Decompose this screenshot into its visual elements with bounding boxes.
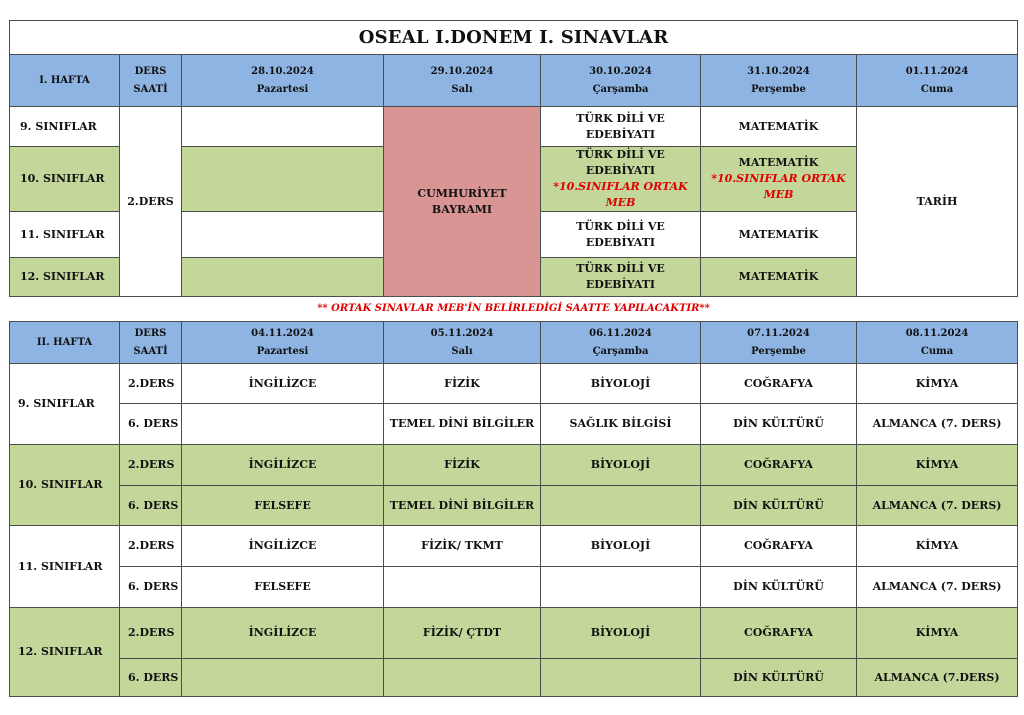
ders-cell: 2.DERS <box>120 445 182 486</box>
exam-cell: ALMANCA (7. DERS) <box>857 567 1018 608</box>
holiday-cell: CUMHURİYET BAYRAMI <box>384 107 541 297</box>
week1-day-5: 01.11.2024 Cuma <box>857 55 1018 107</box>
exam-cell: MATEMATİK <box>701 258 857 297</box>
exam-cell: BİYOLOJİ <box>541 445 701 486</box>
table-row <box>10 445 1018 486</box>
exam-cell: DİN KÜLTÜRÜ <box>701 486 857 526</box>
ders-cell: 2.DERS <box>120 608 182 659</box>
exam-cell <box>541 567 701 608</box>
exam-cell: COĞRAFYA <box>701 526 857 567</box>
table-row <box>10 608 1018 659</box>
ders-cell: 6. DERS <box>120 659 182 697</box>
exam-cell: TEMEL DİNİ BİLGİLER <box>384 486 541 526</box>
exam-cell: İNGİLİZCE <box>182 608 384 659</box>
week1-header-row <box>10 55 1018 107</box>
week1-label: I. HAFTA <box>10 55 120 107</box>
week1-day-1: 28.10.2024 Pazartesi <box>182 55 384 107</box>
exam-cell: KİMYA <box>857 364 1018 404</box>
exam-cell: DİN KÜLTÜRÜ <box>701 567 857 608</box>
exam-cell: TEMEL DİNİ BİLGİLER <box>384 404 541 445</box>
week2-day-5: 08.11.2024 Cuma <box>857 322 1018 364</box>
week2-header-row <box>10 322 1018 364</box>
class-label: 11. SINIFLAR <box>10 212 120 258</box>
week1-day-4: 31.10.2024 Perşembe <box>701 55 857 107</box>
exam-cell: FİZİK/ TKMT <box>384 526 541 567</box>
empty-cell <box>182 147 384 212</box>
exam-cell: ALMANCA (7. DERS) <box>857 404 1018 445</box>
exam-cell: ALMANCA (7. DERS) <box>857 486 1018 526</box>
page-title: OSEAL I.DONEM I. SINAVLAR <box>10 21 1018 55</box>
ders-cell: 2.DERS <box>120 526 182 567</box>
exam-cell: İNGİLİZCE <box>182 526 384 567</box>
table-row <box>10 567 1018 608</box>
ders-saati-header: DERS SAATİ <box>120 55 182 107</box>
exam-cell: SAĞLIK BİLGİSİ <box>541 404 701 445</box>
table-row <box>10 659 1018 697</box>
week1-day-2: 29.10.2024 Salı <box>384 55 541 107</box>
exam-cell: İNGİLİZCE <box>182 445 384 486</box>
empty-cell <box>182 258 384 297</box>
exam-cell: TARİH <box>857 107 1018 297</box>
ders-cell: 6. DERS <box>120 486 182 526</box>
week2-label: II. HAFTA <box>10 322 120 364</box>
exam-cell <box>384 659 541 697</box>
class-label: 9. SINIFLAR <box>10 364 120 445</box>
exam-cell: TÜRK DİLİ VE EDEBİYATI <box>541 107 701 147</box>
exam-cell: FELSEFE <box>182 567 384 608</box>
exam-cell: FİZİK/ ÇTDT <box>384 608 541 659</box>
exam-cell: TÜRK DİLİ VE EDEBİYATI <box>541 212 701 258</box>
exam-cell: FELSEFE <box>182 486 384 526</box>
exam-cell: MATEMATİK *10.SINIFLAR ORTAK MEB <box>701 147 857 212</box>
exam-cell: KİMYA <box>857 608 1018 659</box>
exam-cell <box>182 659 384 697</box>
exam-cell: İNGİLİZCE <box>182 364 384 404</box>
table-row <box>10 364 1018 404</box>
exam-cell: BİYOLOJİ <box>541 364 701 404</box>
empty-cell <box>182 107 384 147</box>
ders-cell: 2.DERS <box>120 107 182 297</box>
exam-cell: COĞRAFYA <box>701 608 857 659</box>
exam-cell: COĞRAFYA <box>701 364 857 404</box>
ders-cell: 2.DERS <box>120 364 182 404</box>
class-label: 10. SINIFLAR <box>10 147 120 212</box>
week2-day-1: 04.11.2024 Pazartesi <box>182 322 384 364</box>
exam-cell: FİZİK <box>384 445 541 486</box>
exam-cell: BİYOLOJİ <box>541 608 701 659</box>
class-label: 10. SINIFLAR <box>10 445 120 526</box>
week1-day-3: 30.10.2024 Çarşamba <box>541 55 701 107</box>
exam-cell <box>384 567 541 608</box>
exam-cell: FİZİK <box>384 364 541 404</box>
class-label: 11. SINIFLAR <box>10 526 120 608</box>
table-row <box>10 107 1018 147</box>
week2-day-4: 07.11.2024 Perşembe <box>701 322 857 364</box>
exam-cell: TÜRK DİLİ VE EDEBİYATI <box>541 258 701 297</box>
exam-cell: MATEMATİK <box>701 107 857 147</box>
exam-cell: COĞRAFYA <box>701 445 857 486</box>
ders-saati-header: DERS SAATİ <box>120 322 182 364</box>
class-label: 12. SINIFLAR <box>10 608 120 697</box>
exam-cell: MATEMATİK <box>701 212 857 258</box>
note-row: ** ORTAK SINAVLAR MEB'İN BELİRLEDİGİ SAATTE YAPILACAKTIR** <box>10 297 1018 322</box>
exam-cell: KİMYA <box>857 526 1018 567</box>
exam-cell: KİMYA <box>857 445 1018 486</box>
exam-cell <box>182 404 384 445</box>
table-row <box>10 526 1018 567</box>
exam-cell <box>541 486 701 526</box>
exam-cell: ALMANCA (7.DERS) <box>857 659 1018 697</box>
exam-cell: DİN KÜLTÜRÜ <box>701 404 857 445</box>
week2-day-3: 06.11.2024 Çarşamba <box>541 322 701 364</box>
exam-cell: BİYOLOJİ <box>541 526 701 567</box>
week2-day-2: 05.11.2024 Salı <box>384 322 541 364</box>
table-row <box>10 486 1018 526</box>
table-row <box>10 404 1018 445</box>
ders-cell: 6. DERS <box>120 404 182 445</box>
class-label: 9. SINIFLAR <box>10 107 120 147</box>
empty-cell <box>182 212 384 258</box>
ders-cell: 6. DERS <box>120 567 182 608</box>
class-label: 12. SINIFLAR <box>10 258 120 297</box>
exam-schedule-table <box>9 20 1018 697</box>
exam-cell <box>541 659 701 697</box>
exam-cell: TÜRK DİLİ VE EDEBİYATI *10.SINIFLAR ORTAK MEB <box>541 147 701 212</box>
exam-cell: DİN KÜLTÜRÜ <box>701 659 857 697</box>
